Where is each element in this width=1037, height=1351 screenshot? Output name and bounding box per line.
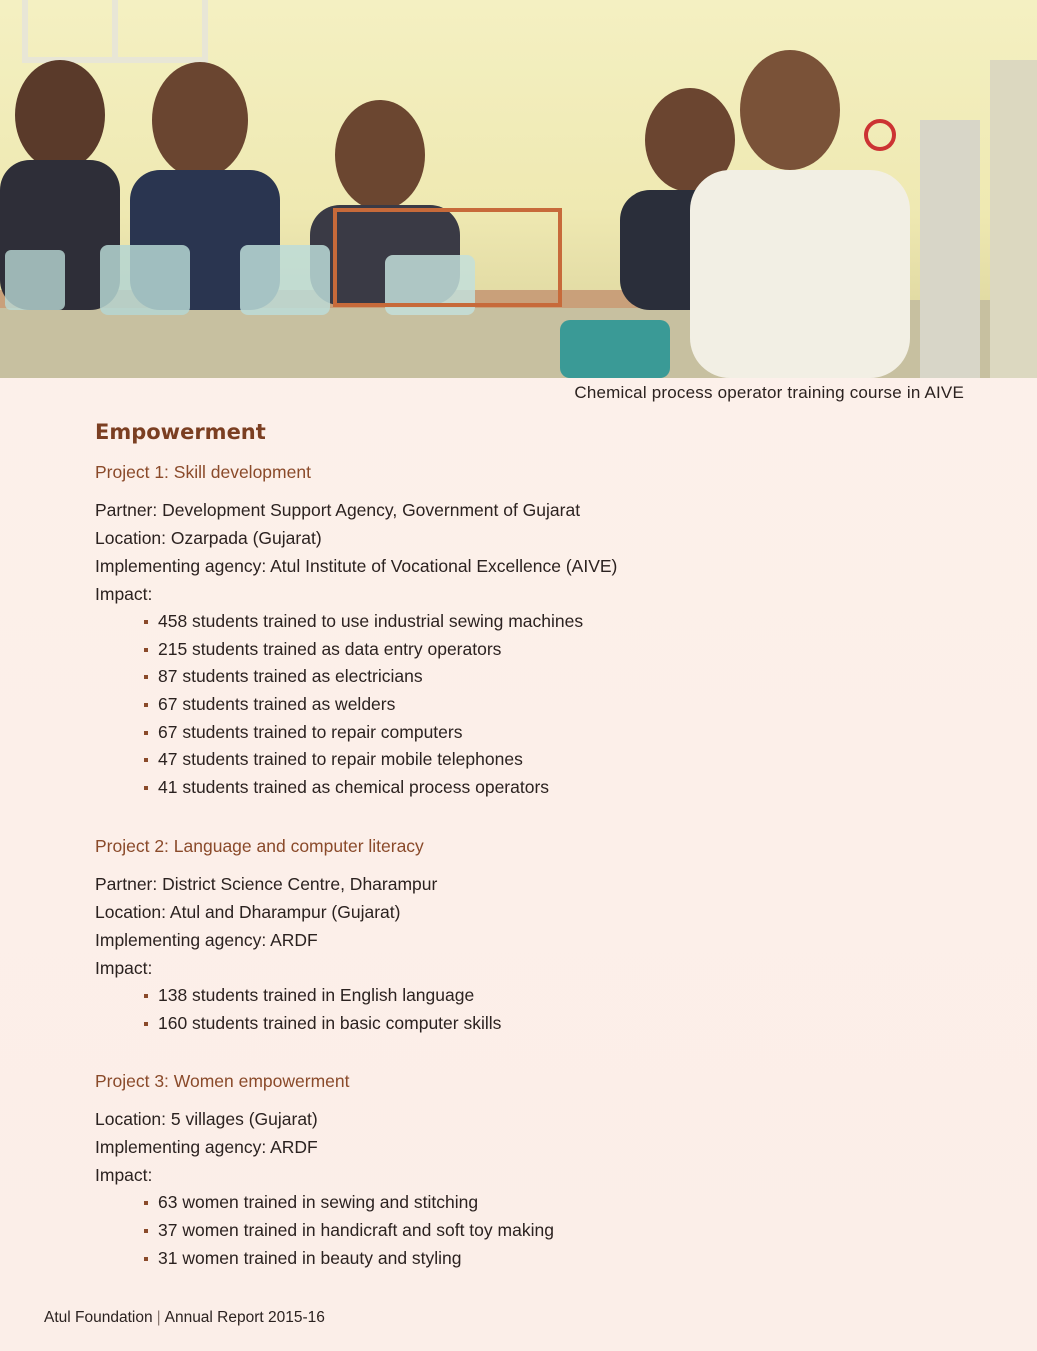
impact-text: 41 students trained as chemical process operators xyxy=(158,777,550,798)
bullet-icon xyxy=(144,786,148,790)
bullet-icon xyxy=(144,731,148,735)
list-item xyxy=(143,608,975,636)
impact-label: Impact: xyxy=(95,1165,153,1186)
bullet-icon xyxy=(144,1201,148,1205)
list-item xyxy=(143,1217,975,1245)
bullet-icon xyxy=(144,1022,148,1026)
photo-illustration xyxy=(0,0,1037,378)
project-title: Project 1: Skill development xyxy=(95,462,311,482)
project-location: Location: Atul and Dharampur (Gujarat) xyxy=(95,901,401,922)
impact-list xyxy=(95,608,975,802)
project-agency: Implementing agency: Atul Institute of Vocational Excellence (AIVE) xyxy=(95,556,618,576)
impact-text: 138 students trained in English language xyxy=(158,984,475,1005)
bullet-icon xyxy=(144,1257,148,1261)
project-1 xyxy=(95,462,975,802)
section-title: Empowerment xyxy=(95,420,266,444)
impact-text: 67 students trained to repair computers xyxy=(158,721,463,742)
list-item xyxy=(143,1010,975,1038)
project-title: Project 2: Language and computer literacy xyxy=(95,835,424,856)
photo-caption: Chemical process operator training course in AIVE xyxy=(574,383,964,402)
project-agency: Implementing agency: ARDF xyxy=(95,1137,318,1158)
list-item xyxy=(143,982,975,1010)
impact-text: 87 students trained as electricians xyxy=(158,666,423,687)
project-2 xyxy=(95,836,975,1037)
bullet-icon xyxy=(144,1229,148,1233)
project-partner: Partner: District Science Centre, Dharampur xyxy=(95,873,438,894)
impact-label: Impact: xyxy=(95,584,153,604)
footer-separator: | xyxy=(156,1309,161,1326)
list-item xyxy=(143,663,975,691)
project-3 xyxy=(95,1071,975,1272)
project-partner: Partner: Development Support Agency, Government of Gujarat xyxy=(95,500,581,520)
list-item xyxy=(143,691,975,719)
impact-label: Impact: xyxy=(95,957,153,978)
impact-text: 31 women trained in beauty and styling xyxy=(158,1247,462,1268)
project-agency: Implementing agency: ARDF xyxy=(95,929,318,950)
page-footer xyxy=(44,1309,325,1327)
list-item xyxy=(143,1245,975,1273)
bullet-icon xyxy=(144,648,148,652)
impact-list xyxy=(95,1189,975,1272)
footer-org: Atul Foundation xyxy=(44,1309,153,1326)
footer-report: Annual Report 2015-16 xyxy=(164,1309,325,1326)
bullet-icon xyxy=(144,703,148,707)
impact-text: 67 students trained as welders xyxy=(158,694,396,715)
project-location: Location: 5 villages (Gujarat) xyxy=(95,1109,318,1130)
bullet-icon xyxy=(144,994,148,998)
impact-text: 63 women trained in sewing and stitching xyxy=(158,1192,479,1213)
bullet-icon xyxy=(144,620,148,624)
list-item xyxy=(143,774,975,802)
bullet-icon xyxy=(144,675,148,679)
main-content xyxy=(95,420,975,1272)
list-item xyxy=(143,1189,975,1217)
header-photo xyxy=(0,0,1037,378)
impact-text: 160 students trained in basic computer skills xyxy=(158,1012,502,1033)
list-item xyxy=(143,719,975,747)
list-item xyxy=(143,636,975,664)
impact-text: 458 students trained to use industrial sewing machines xyxy=(158,611,584,631)
list-item xyxy=(143,746,975,774)
project-title: Project 3: Women empowerment xyxy=(95,1071,350,1092)
bullet-icon xyxy=(144,758,148,762)
impact-text: 37 women trained in handicraft and soft toy making xyxy=(158,1219,554,1240)
impact-text: 47 students trained to repair mobile telephones xyxy=(158,749,523,770)
project-location: Location: Ozarpada (Gujarat) xyxy=(95,528,322,548)
impact-text: 215 students trained as data entry operators xyxy=(158,638,502,659)
impact-list xyxy=(95,982,975,1037)
